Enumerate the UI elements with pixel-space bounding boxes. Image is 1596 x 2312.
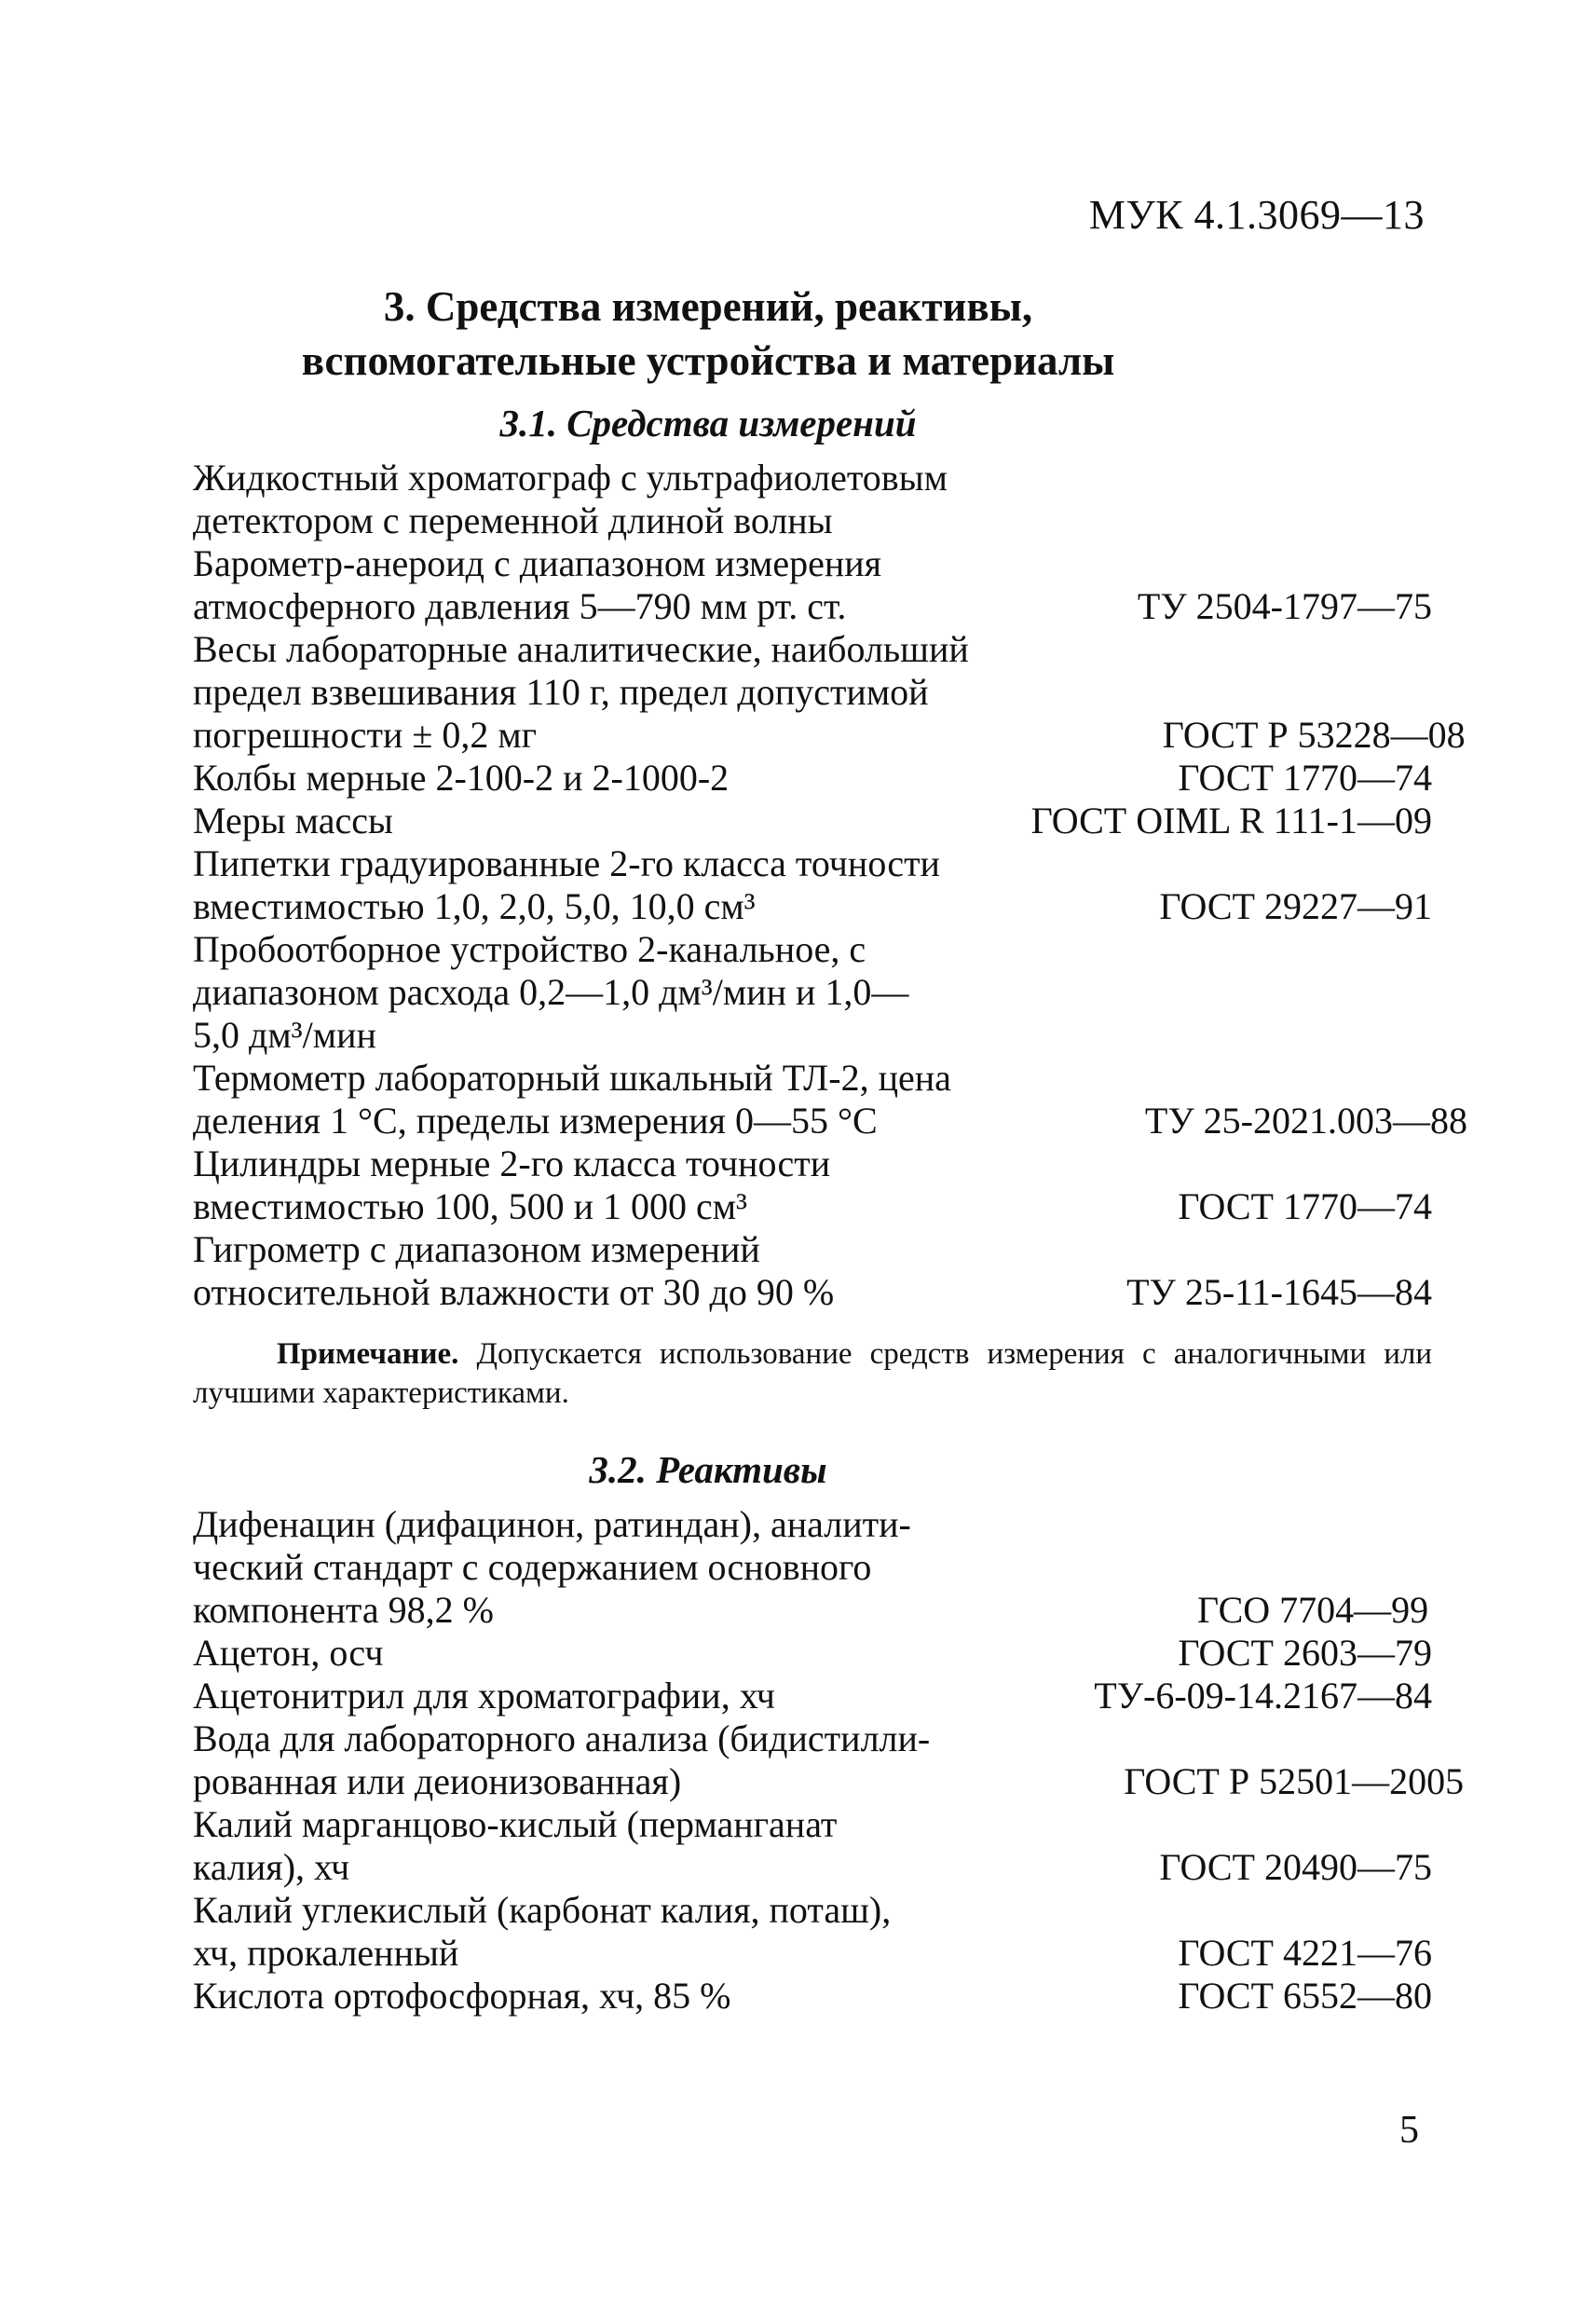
item-name-line: погрешности ± 0,2 мг	[193, 714, 538, 756]
item-name	[193, 1503, 1003, 1632]
item-name	[193, 757, 984, 800]
item-name	[193, 1803, 965, 1889]
item-name	[193, 1889, 984, 1975]
item-name-line: деления 1 °С, пределы измерения 0—55 °С	[193, 1100, 878, 1142]
list-item	[193, 1228, 1432, 1314]
item-name-line: детектором с переменной длиной волны	[193, 499, 833, 541]
item-standard: ГОСТ 2603—79	[1178, 1632, 1432, 1674]
measuring-instruments-list	[193, 457, 1467, 1314]
item-name	[193, 928, 1003, 1057]
item-name-line: ческий стандарт с содержанием основного	[193, 1546, 872, 1588]
item-name-line: вместимостью 100, 500 и 1 000 см³	[193, 1185, 748, 1227]
item-name-line: Калий углекислый (карбонат калия, поташ),	[193, 1889, 892, 1931]
item-standard: ГОСТ 4221—76	[1178, 1932, 1432, 1974]
note-label: Примечание.	[277, 1337, 459, 1371]
item-name-line: калия), хч	[193, 1846, 350, 1888]
item-standard: ГОСТ 29227—91	[1159, 885, 1432, 927]
item-name	[193, 457, 1003, 542]
subsection-title-measuring: 3.1. Средства измерений	[499, 402, 917, 445]
item-standard: ГОСТ OIML R 111-1—09	[1030, 800, 1432, 841]
item-name-line: Пробоотборное устройство 2-канальное, с	[193, 928, 866, 970]
list-item	[193, 1675, 1432, 1717]
item-name-line: Барометр-анероид с диапазоном измерения	[193, 542, 882, 584]
item-name-line: относительной влажности от 30 до 90 %	[193, 1271, 835, 1313]
item-name-line: Дифенацин (дифацинон, ратиндан), аналити-	[193, 1503, 911, 1545]
list-item	[193, 800, 1432, 842]
item-name	[193, 1975, 984, 2018]
item-name-line: Ацетонитрил для хроматографии, хч	[193, 1675, 775, 1717]
item-name-line: атмосферного давления 5—790 мм рт. ст.	[193, 585, 847, 627]
item-standard: ГОСТ Р 53228—08	[1162, 714, 1466, 756]
item-name-line: Гигрометр с диапазоном измерений	[193, 1228, 760, 1270]
note-text: Допускается использование средств измерения с аналогичными или лучшими характеристиками.	[193, 1337, 1432, 1410]
item-name	[193, 1632, 984, 1675]
item-name	[193, 842, 965, 928]
item-standard: ТУ 25-2021.003—88	[1144, 1100, 1467, 1142]
list-item	[193, 628, 1466, 757]
item-standard: ТУ 25-11-1645—84	[1126, 1271, 1432, 1313]
item-name-line: Вода для лабораторного анализа (бидистилли-	[193, 1717, 931, 1759]
item-name-line: хч, прокаленный	[193, 1932, 459, 1974]
item-standard: ТУ-6-09-14.2167—84	[1094, 1675, 1432, 1717]
page-number: 5	[1399, 2109, 1419, 2152]
item-name	[193, 1142, 984, 1228]
item-name	[193, 1717, 930, 1803]
item-name	[193, 800, 838, 842]
list-item	[193, 1889, 1432, 1975]
item-standard: ГСО 7704—99	[1197, 1589, 1429, 1631]
note-paragraph	[193, 1334, 1432, 1413]
item-name-line: диапазоном расхода 0,2—1,0 дм³/мин и 1,0—	[193, 971, 909, 1013]
list-item	[193, 457, 1432, 542]
item-name-line: Термометр лабораторный шкальный ТЛ-2, цена	[193, 1057, 951, 1099]
list-item	[193, 928, 1432, 1057]
item-name-line: Жидкостный хроматограф с ультрафиолетовым	[193, 457, 948, 499]
list-item	[193, 1503, 1432, 1632]
item-name-line: Весы лабораторные аналитические, наибольший	[193, 628, 969, 670]
item-name-line: вместимостью 1,0, 2,0, 5,0, 10,0 см³	[193, 885, 756, 927]
item-name-line: рованная или деионизованная)	[193, 1760, 682, 1802]
section-title-line-2: вспомогательные устройства и материалы	[301, 337, 1115, 384]
list-item	[193, 542, 1432, 628]
section-title-line-1: 3. Средства измерений, реактивы,	[383, 283, 1033, 330]
item-name-line: Калий марганцово-кислый (перманганат	[193, 1803, 838, 1845]
item-name-line: Колбы мерные 2-100-2 и 2-1000-2	[193, 757, 730, 799]
item-standard: ГОСТ 6552—80	[1178, 1975, 1432, 2017]
list-item	[193, 1975, 1432, 2018]
item-name	[193, 1057, 951, 1142]
list-item	[193, 842, 1432, 928]
section-title	[196, 280, 1221, 388]
item-name-line: 5,0 дм³/мин	[193, 1014, 376, 1056]
item-name-line: Пипетки градуированные 2-го класса точности	[193, 842, 940, 884]
list-item	[193, 757, 1432, 800]
item-name	[193, 1675, 900, 1717]
item-standard: ГОСТ 1770—74	[1178, 757, 1432, 799]
list-item	[193, 1803, 1432, 1889]
item-name-line: компонента 98,2 %	[193, 1589, 494, 1631]
item-standard: ГОСТ Р 52501—2005	[1124, 1760, 1465, 1802]
list-item	[193, 1717, 1465, 1803]
item-standard: ГОСТ 1770—74	[1178, 1185, 1432, 1227]
item-name	[193, 542, 944, 628]
list-item	[193, 1632, 1432, 1675]
subsection-title-reagents: 3.2. Реактивы	[589, 1448, 827, 1491]
item-name-line: Меры массы	[193, 800, 393, 841]
list-item	[193, 1057, 1467, 1142]
reagents-list	[193, 1503, 1465, 2018]
item-name	[193, 628, 969, 757]
item-name-line: Цилиндры мерные 2-го класса точности	[193, 1142, 831, 1184]
document-code: МУК 4.1.3069—13	[1088, 192, 1425, 238]
item-name	[193, 1228, 933, 1314]
list-item	[193, 1142, 1432, 1228]
item-name-line: Кислота ортофосфорная, хч, 85 %	[193, 1975, 731, 2017]
item-standard: ТУ 2504-1797—75	[1137, 585, 1432, 627]
item-name-line: предел взвешивания 110 г, предел допустимой	[193, 671, 929, 713]
item-standard: ГОСТ 20490—75	[1159, 1846, 1432, 1888]
item-name-line: Ацетон, осч	[193, 1632, 384, 1674]
